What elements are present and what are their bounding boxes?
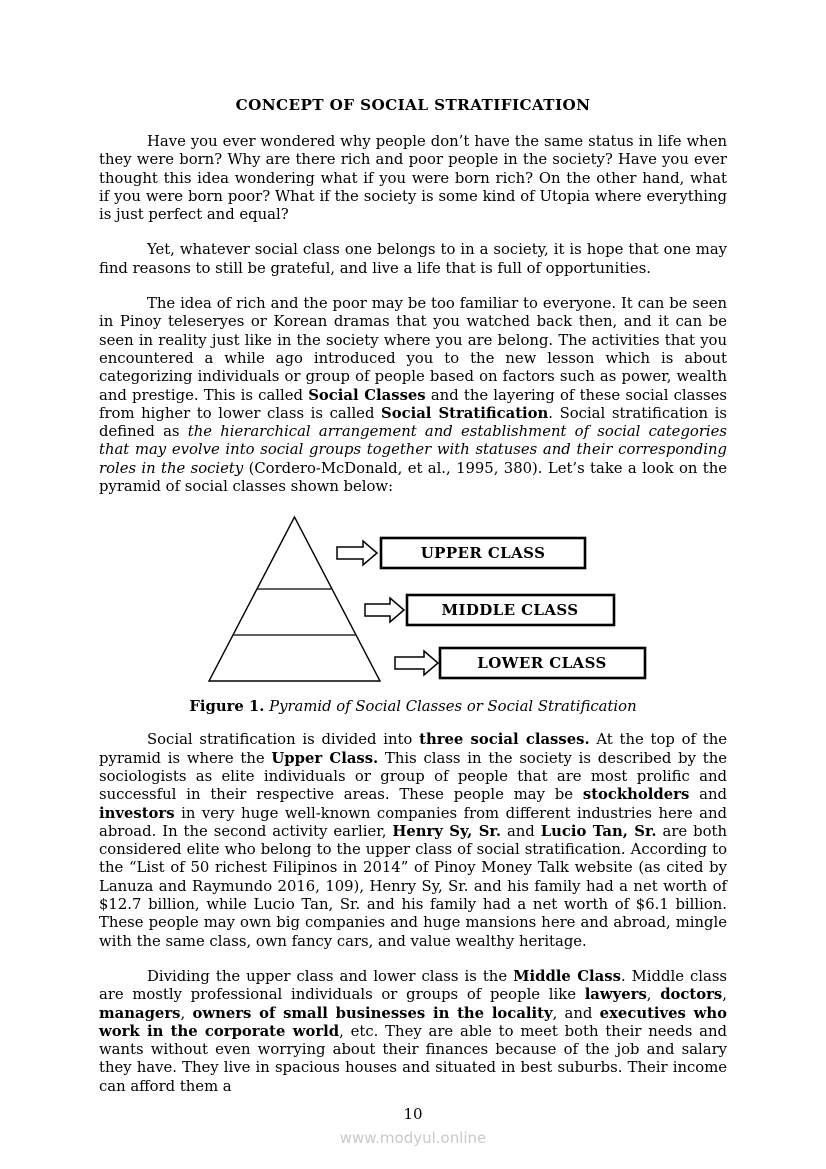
text-segment: , and (552, 1004, 600, 1022)
text-segment: The idea of rich and the poor may be too familiar to everyone. It can be seen in Pinoy teleseryes or Korean dramas that you watched back then, and it can be seen in reality just like in the society where you are belong. The activities that you encountered a while ago introduced you to the new lesson which is about categorizing individuals or group of people based on factors such as power, wealth and prestige. This is called (99, 295, 727, 404)
figure-caption-label: Figure 1. (189, 698, 265, 716)
text-segment: , etc. They are able to meet both their needs and wants without even worrying about their finances because of the job and salary they have. They live in spacious houses and situated in best suburbs. Their income can afford them a (99, 1022, 727, 1095)
text-segment: Upper Class. (271, 749, 379, 767)
pyramid-diagram (192, 513, 652, 688)
page-number: 10 (403, 1105, 423, 1123)
text-segment: Middle Class (513, 967, 621, 985)
text-segment: Social Classes (308, 386, 426, 404)
text-segment: lawyers (584, 986, 647, 1004)
middle-class-label: MIDDLE CLASS (441, 601, 579, 620)
text-segment: This class in the society is described by the sociologists as elite individuals or group of people that are most prolific and successful in their respective areas. These people may be (99, 749, 727, 804)
text-segment: , (646, 986, 661, 1004)
text-segment: and (501, 822, 541, 840)
lower-class-label: LOWER CLASS (477, 654, 607, 673)
text-segment: , (722, 986, 727, 1004)
right-arrow-icon (365, 598, 404, 622)
text-segment: Social stratification is divided into (147, 731, 420, 749)
text-segment: doctors (660, 986, 723, 1004)
pyramid-triangle (209, 517, 380, 681)
text-segment: (Cordero-McDonald, et al., 1995, 380). Let’s take a look on the pyramid of social classes shown below: (99, 459, 727, 496)
text-segment: At the top of the pyramid is where the (99, 731, 727, 767)
right-arrow-icon (337, 541, 377, 565)
paragraph (99, 241, 727, 278)
figure-caption-text: Pyramid of Social Classes or Social Stratification (269, 698, 637, 716)
paragraph (99, 133, 727, 224)
figure-caption (99, 698, 727, 715)
upper-class-label: UPPER CLASS (420, 544, 546, 563)
paragraph (99, 731, 727, 951)
text-segment: . Middle class are mostly professional individuals or groups of people like (99, 967, 728, 1004)
text-segment: managers (99, 1004, 181, 1022)
text-segment: and (689, 786, 727, 804)
text-segment: investors (99, 804, 175, 822)
text-segment: Have you ever wondered why people don’t have the same status in life when they were born? Why are there rich and poor people in the society? Have you ever thought this idea wondering what if you were born rich? On the other hand, what if you were born poor? What if the society is some kind of Utopia where everything is just perfect and equal? (99, 133, 727, 224)
text-segment: stockholders (582, 786, 690, 804)
right-arrow-icon (395, 651, 438, 675)
text-segment: Social Stratification (381, 404, 549, 422)
watermark: www.modyul.online (339, 1129, 487, 1147)
page-title: CONCEPT OF SOCIAL STRATIFICATION (235, 96, 591, 114)
text-segment: the hierarchical arrangement and establishment of social categories that may evolve into social groups together with statuses and their corresponding roles in the society (99, 423, 727, 477)
body-text-bottom (99, 731, 727, 1096)
text-segment: three social classes. (419, 731, 590, 749)
text-segment: owners of small businesses in the locality (192, 1004, 553, 1022)
text-segment: in very huge well-known companies from different industries here and abroad. In the second activity earlier, (99, 804, 727, 840)
text-segment: are both considered elite who belong to the upper class of social stratification. According to the “List of 50 richest Filipinos in 2014” of Pinoy Money Talk website (as cited by Lanuza and Raymundo 2016, 109), Henry Sy, Sr. and his family had a net worth of $12.7 billion, while Lucio Tan, Sr. and his family had a net worth of $6.1 billion. These people may own big companies and huge mansions here and abroad, mingle with the same class, own fancy cars, and value wealthy heritage. (99, 822, 727, 950)
text-segment: Lucio Tan, Sr. (540, 822, 657, 840)
text-segment: , (180, 1004, 193, 1022)
text-segment: executives who work in the corporate world (99, 1004, 727, 1040)
body-text-top (99, 133, 727, 496)
text-segment: Henry Sy, Sr. (392, 822, 501, 840)
paragraph (99, 968, 727, 1096)
figure-pyramid (99, 513, 727, 692)
text-segment: and the layering of these social classes from higher to lower class is called (99, 386, 728, 422)
text-segment: Dividing the upper class and lower class is the (147, 967, 514, 985)
text-segment: . Social stratification is defined as (99, 404, 727, 441)
text-segment: Yet, whatever social class one belongs to in a society, it is hope that one may find reasons to still be grateful, and live a life that is full of opportunities. (99, 241, 727, 277)
paragraph (99, 295, 727, 496)
